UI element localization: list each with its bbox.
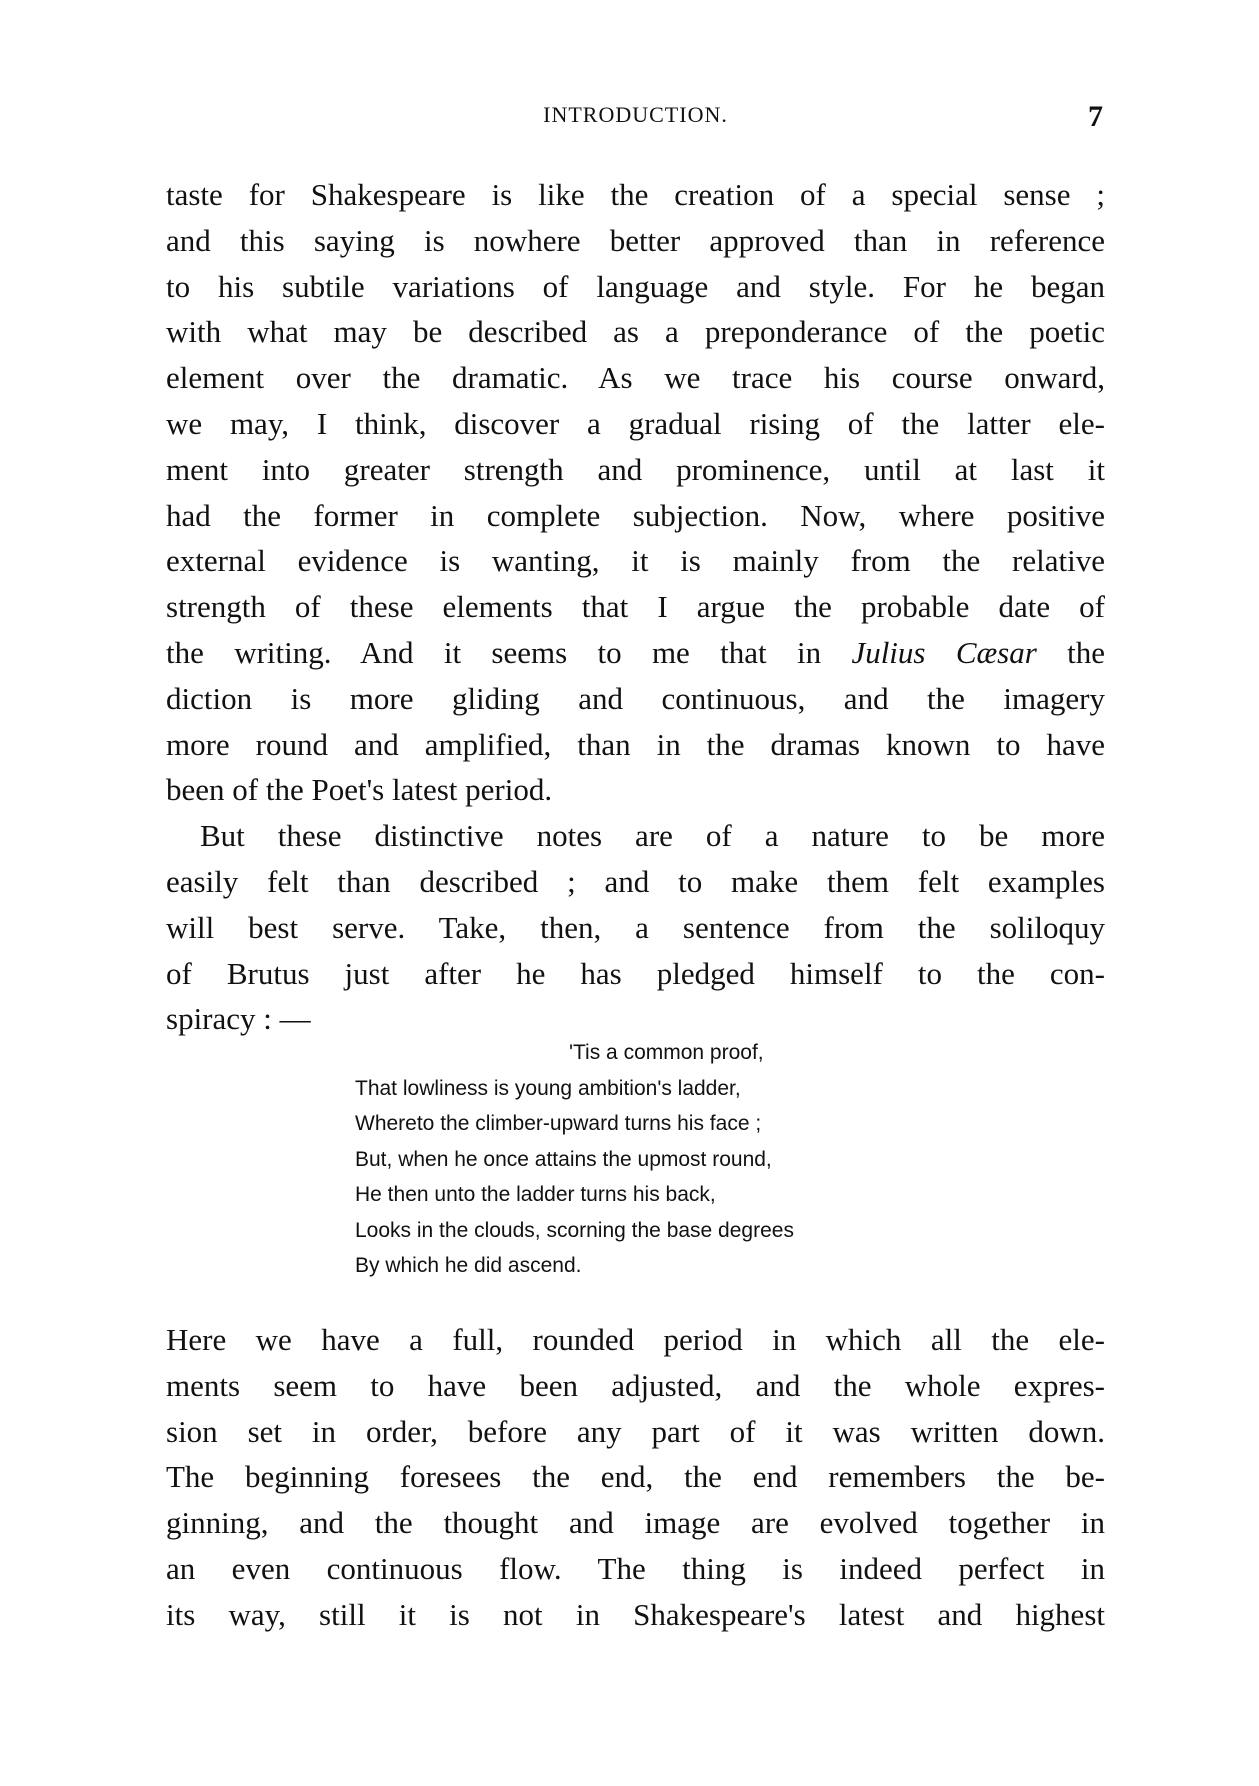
text-line: an even continuous flow. The thing is indeed perfect in [166, 1550, 1105, 1586]
text-line: taste for Shakespeare is like the creation of a special sense ; [166, 177, 1105, 212]
verse-quotation [355, 1035, 1005, 1284]
paragraph-2 [166, 813, 1105, 1042]
text-line: Here we have a full, rounded period in which all the ele- [166, 1322, 1105, 1357]
text-line: will best serve. Take, then, a sentence from the soliloquy [166, 909, 1105, 945]
text-line: more round and amplified, than in the dramas known to have [166, 726, 1105, 762]
text-line: ment into greater strength and prominence, until at last it [166, 451, 1105, 487]
text-line: had the former in complete subjection. Now, where positive [166, 497, 1105, 533]
text-line: But these distinctive notes are of a nature to be more [200, 818, 1105, 854]
text-line: to his subtile variations of language and style. For he began [166, 268, 1105, 304]
verse-line: He then unto the ladder turns his back, [355, 1183, 716, 1206]
text-line: element over the dramatic. As we trace his course onward, [166, 360, 1105, 396]
text-line: we may, I think, discover a gradual rising of the latter ele- [166, 405, 1105, 441]
text-segment: the [1067, 634, 1106, 670]
running-head: INTRODUCTION. [543, 102, 728, 127]
paragraph-1 [166, 172, 1105, 813]
italic-title: Julius Cæsar [851, 634, 1037, 670]
text-line: sion set in order, before any part of it was written down. [166, 1413, 1105, 1449]
text-segment: the writing. And it seems to me that in [166, 634, 822, 670]
body-text-upper [166, 172, 1105, 1042]
verse-line: But, when he once attains the upmost round, [355, 1147, 772, 1171]
verse-line: 'Tis a common proof, [569, 1041, 764, 1064]
text-line: The beginning foresees the end, the end remembers the be- [166, 1459, 1105, 1495]
text-line: its way, still it is not in Shakespeare's latest and highest [166, 1596, 1105, 1632]
verse-line: Looks in the clouds, scorning the base degrees [355, 1218, 794, 1242]
text-line: with what may be described as a preponderance of the poetic [166, 314, 1105, 350]
page-header [166, 100, 1105, 132]
verse-line: By which he did ascend. [355, 1254, 582, 1277]
text-line: external evidence is wanting, it is mainly from the relative [166, 543, 1105, 579]
text-line: and this saying is nowhere better approved than in reference [166, 222, 1105, 258]
page-number: 7 [1088, 100, 1103, 133]
text-line: diction is more gliding and continuous, and the imagery [166, 680, 1105, 716]
text-line: spiracy : — [166, 1001, 311, 1037]
text-line-with-italic [166, 630, 1105, 676]
text-line: ginning, and the thought and image are evolved together in [166, 1505, 1105, 1541]
text-line: easily felt than described ; and to make them felt examples [166, 863, 1105, 899]
text-line: of Brutus just after he has pledged himself to the con- [166, 955, 1105, 991]
paragraph-3 [166, 1317, 1105, 1638]
text-line: ments seem to have been adjusted, and the whole expres- [166, 1367, 1105, 1403]
text-line: strength of these elements that I argue the probable date of [166, 589, 1105, 625]
text-line: been of the Poet's latest period. [166, 772, 553, 808]
verse-line: That lowliness is young ambition's ladder, [355, 1076, 741, 1100]
verse-line: Whereto the climber-upward turns his face ; [355, 1112, 762, 1135]
